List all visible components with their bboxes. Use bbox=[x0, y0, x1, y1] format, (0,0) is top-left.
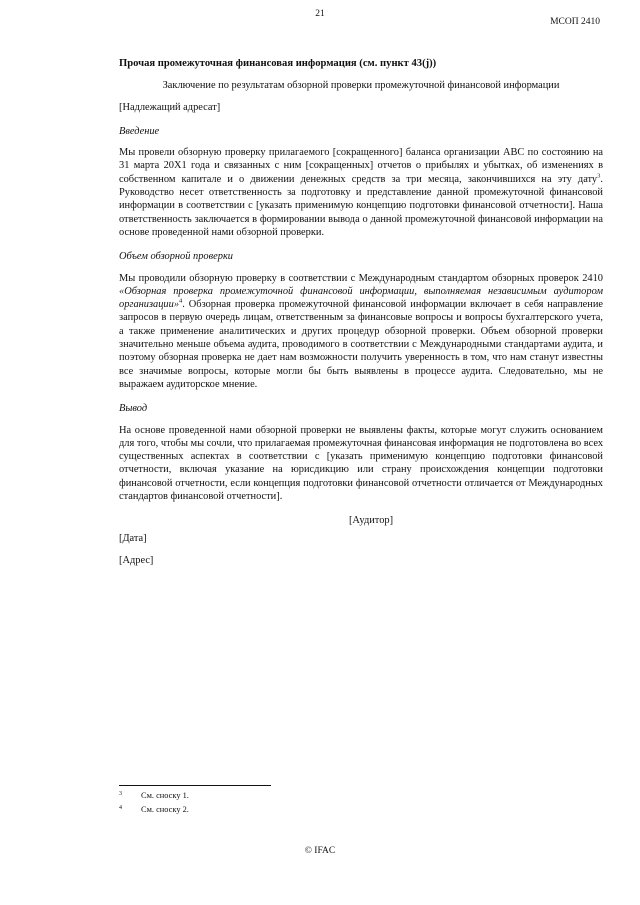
intro-text: Мы провели обзорную проверку прилагаемого [сокращенного] баланса организации ABC по состоянию на 31 марта 20X1 года и связанных с ним [сокращенных] отчетов о прибылях и убытках, об изменениях в собственном капитале и о движении денежных средств за три месяца, закончившихся на эту дату bbox=[119, 147, 603, 185]
document-body bbox=[119, 57, 603, 567]
auditor-signature: [Аудитор] bbox=[348, 515, 394, 527]
section-heading: Прочая промежуточная финансовая информация (см. пункт 43(j)) bbox=[119, 58, 437, 69]
page-number: 21 bbox=[315, 9, 325, 19]
footnote-text: См. сноску 1. bbox=[141, 791, 189, 800]
conclusion-paragraph: На основе проведенной нами обзорной проверки не выявлены факты, которые могут служить основанием для того, чтобы мы сочли, что прилагаемая промежуточная финансовая информация не подготовлена во всех существенных аспектах в соответствии с [указать применимую концепцию подготовки финансовой отчетности, включая указание на юрисдикцию или страну происхождения концепции подготовки финансовой отчетности, если концепция подготовки финансовой отчетности отличается от Международных стандартов финансовой отчетности]. bbox=[119, 424, 604, 503]
standard-name: «Обзорная проверка промежуточной финансовой информации, выполняемая независимым аудитором организации» bbox=[119, 285, 603, 311]
footnote-mark: 3 bbox=[119, 791, 122, 797]
footnote-ref-4: 4 bbox=[179, 297, 183, 305]
footnote-mark: 4 bbox=[119, 805, 122, 811]
intro-text-continued: . Руководство несет ответственность за подготовку и представление данной промежуточной финансовой информации в соответствии с [указать применимую концепцию подготовки финансовой отчетности]. Наша ответственность заключается в формировании вывода о данной промежуточной финансовой информации на основе проведенной нами обзорной проверки. bbox=[119, 173, 603, 238]
scope-paragraph bbox=[119, 272, 603, 392]
intro-paragraph bbox=[119, 146, 603, 239]
conclusion-title: Вывод bbox=[119, 403, 148, 415]
auditor-address: [Адрес] bbox=[119, 554, 154, 566]
scope-text: Мы проводили обзорную проверку в соответствии с Международным стандартом обзорных проверок 2410 bbox=[119, 272, 603, 284]
report-date: [Дата] bbox=[119, 532, 147, 544]
footnote-ref-3: 3 bbox=[597, 172, 601, 180]
footnote-divider bbox=[119, 785, 271, 786]
footnote-text: См. сноску 2. bbox=[141, 805, 189, 814]
scope-title: Объем обзорной проверки bbox=[119, 251, 234, 263]
report-title: Заключение по результатам обзорной проверки промежуточной финансовой информации bbox=[162, 80, 560, 92]
addressee: [Надлежащий адресат] bbox=[119, 101, 221, 113]
footnote bbox=[119, 805, 189, 814]
intro-title: Введение bbox=[119, 125, 160, 137]
footnote bbox=[119, 791, 189, 800]
copyright-notice: © IFAC bbox=[304, 846, 336, 856]
document-code: МСОП 2410 bbox=[550, 17, 600, 27]
scope-text-continued: . Обзорная проверка промежуточной финансовой информации включает в себя направление запросов в первую очередь лицам, ответственным за финансовые вопросы и вопросы бухгалтерского учета, а также применение аналитических и других процедур обзорной проверки. Объем обзорной проверки значительно меньше объема аудита, проводимого в соответствии с Международными стандартами аудита, и поэтому обзорная проверка не дает нам возможности получить уверенность в том, что нам станут известны все значимые вопросы, которые могли бы быть выявлены в процессе аудита. Следовательно, мы не выражаем аудиторское мнение. bbox=[119, 299, 603, 390]
